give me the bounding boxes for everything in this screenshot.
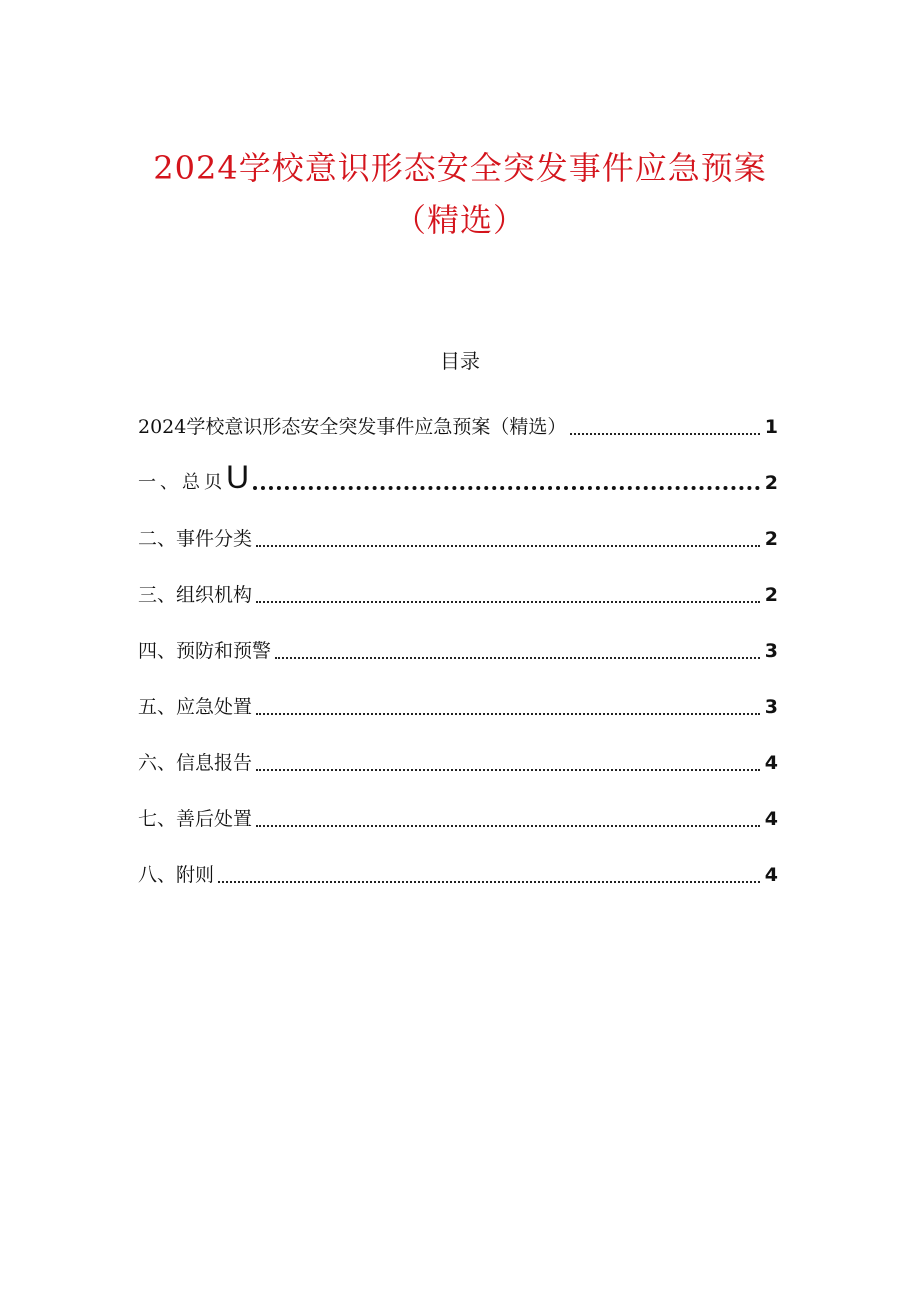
toc-entry[interactable] xyxy=(138,400,778,440)
toc-page-number: 4 xyxy=(764,864,778,886)
toc-entry-label: 2024学校意识形态安全突发事件应急预案（精选） xyxy=(138,416,567,438)
table-of-contents xyxy=(138,400,778,904)
toc-page-number: 3 xyxy=(764,640,778,662)
toc-entry-label: 五、应急处置 xyxy=(138,696,253,718)
toc-entry[interactable] xyxy=(138,792,778,832)
toc-entry[interactable] xyxy=(138,624,778,664)
toc-leader-dots xyxy=(218,869,760,883)
toc-leader-dots xyxy=(256,701,760,715)
toc-entry-label: 八、附则 xyxy=(138,864,215,886)
toc-entry-label xyxy=(138,459,250,496)
toc-leader-dots xyxy=(256,757,760,771)
toc-entry-label-prefix: 一、总贝 xyxy=(138,472,226,493)
toc-entry[interactable] xyxy=(138,848,778,888)
toc-entry-label: 六、信息报告 xyxy=(138,752,253,774)
toc-leader-dots xyxy=(256,533,760,547)
toc-page-number: 1 xyxy=(764,416,778,438)
toc-entry[interactable] xyxy=(138,736,778,776)
document-title-line-2: （精选） xyxy=(393,201,526,239)
toc-page-number: 2 xyxy=(764,528,778,550)
toc-entry[interactable] xyxy=(138,568,778,608)
toc-page-number: 4 xyxy=(764,808,778,830)
toc-page-number: 2 xyxy=(764,584,778,606)
toc-entry-label: 四、预防和预警 xyxy=(138,640,272,662)
toc-entry[interactable] xyxy=(138,456,778,496)
toc-leader-dots xyxy=(256,589,760,603)
toc-page-number: 3 xyxy=(764,696,778,718)
toc-leader-dots xyxy=(253,474,760,490)
toc-page-number: 2 xyxy=(764,472,778,494)
toc-entry-label: 七、善后处置 xyxy=(138,808,253,830)
toc-entry-label: 三、组织机构 xyxy=(138,584,253,606)
toc-entry-label-suffix: U xyxy=(226,459,250,495)
toc-leader-dots xyxy=(256,813,760,827)
toc-entry-label: 二、事件分类 xyxy=(138,528,253,550)
document-title-line-1: 2024学校意识形态安全突发事件应急预案 xyxy=(153,149,767,187)
toc-heading: 目录 xyxy=(440,349,480,373)
toc-page-number: 4 xyxy=(764,752,778,774)
toc-leader-dots xyxy=(275,645,760,659)
toc-entry[interactable] xyxy=(138,512,778,552)
document-title xyxy=(100,142,820,246)
toc-entry[interactable] xyxy=(138,680,778,720)
toc-leader-dots xyxy=(570,421,760,435)
